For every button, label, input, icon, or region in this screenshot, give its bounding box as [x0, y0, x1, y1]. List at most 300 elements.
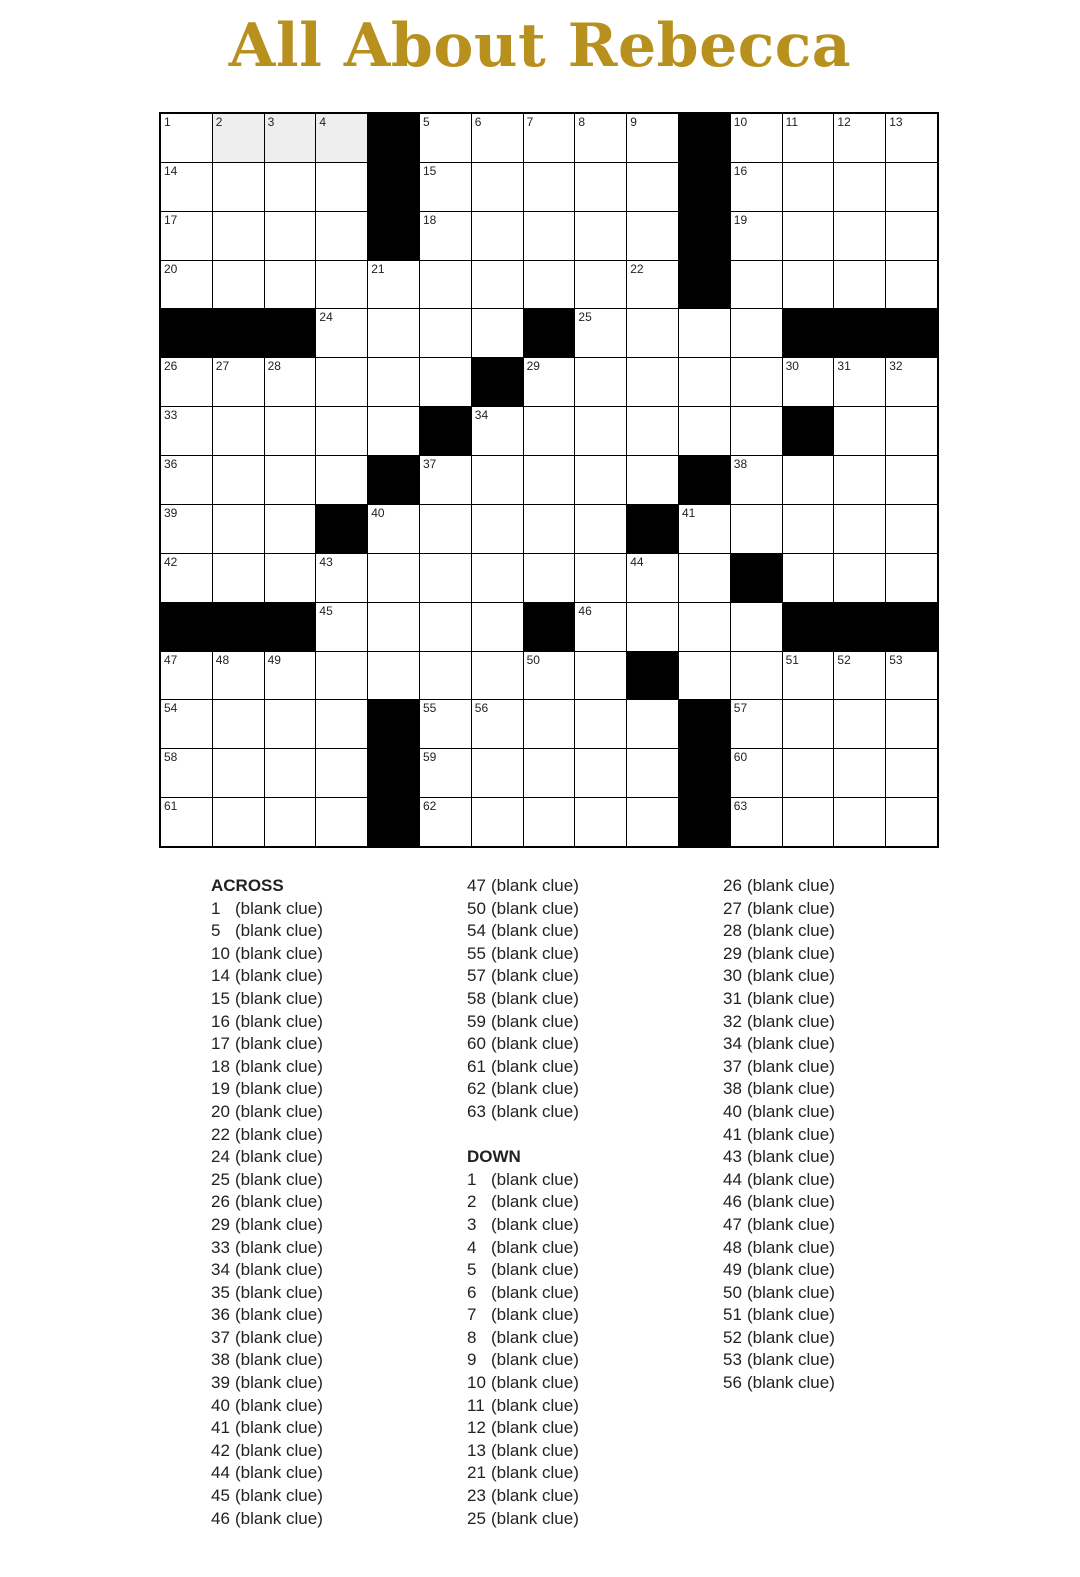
cell-number: 51	[785, 652, 799, 667]
clue-text: (blank clue)	[235, 1101, 323, 1121]
grid-cell[interactable]	[420, 603, 471, 651]
clue-text: (blank clue)	[747, 1011, 835, 1031]
grid-cell[interactable]	[213, 114, 264, 162]
clue-number: 1	[211, 898, 221, 918]
grid-cell[interactable]	[886, 749, 937, 797]
grid-cell[interactable]	[524, 163, 575, 211]
cell-number: 61	[164, 799, 178, 814]
clue-text: (blank clue)	[491, 1463, 579, 1483]
clue-item	[467, 1169, 707, 1192]
grid-cell[interactable]	[731, 163, 782, 211]
grid-cell[interactable]	[886, 700, 937, 748]
grid-cell[interactable]	[420, 114, 471, 162]
grid-cell[interactable]	[783, 261, 834, 309]
grid-cell[interactable]	[213, 163, 264, 211]
black-square	[161, 309, 212, 357]
grid-cell[interactable]	[783, 114, 834, 162]
grid-cell[interactable]	[627, 163, 678, 211]
grid-cell[interactable]	[575, 505, 626, 553]
grid-cell[interactable]	[316, 212, 367, 260]
grid-cell[interactable]	[368, 554, 419, 602]
grid-cell[interactable]	[472, 700, 523, 748]
grid-cell[interactable]	[627, 456, 678, 504]
grid-cell[interactable]	[472, 798, 523, 846]
grid-cell[interactable]	[316, 309, 367, 357]
grid-cell[interactable]	[834, 456, 885, 504]
grid-cell[interactable]	[575, 603, 626, 651]
grid-cell[interactable]	[265, 358, 316, 406]
grid-cell[interactable]	[731, 505, 782, 553]
clue-text: (blank clue)	[491, 1508, 579, 1528]
grid-cell[interactable]	[213, 212, 264, 260]
clue-number: 26	[723, 876, 742, 895]
grid-cell[interactable]	[679, 652, 730, 700]
grid-cell[interactable]	[368, 652, 419, 700]
grid-cell[interactable]	[731, 749, 782, 797]
grid-cell[interactable]	[472, 212, 523, 260]
grid-cell[interactable]	[886, 652, 937, 700]
grid-cell[interactable]	[731, 212, 782, 260]
clue-text: (blank clue)	[235, 966, 323, 986]
clue-item	[467, 920, 707, 943]
black-square	[886, 603, 937, 651]
grid-cell[interactable]	[316, 554, 367, 602]
grid-cell[interactable]	[834, 114, 885, 162]
grid-cell[interactable]	[213, 261, 264, 309]
grid-cell[interactable]	[213, 407, 264, 455]
grid-cell[interactable]	[420, 798, 471, 846]
grid-cell[interactable]	[886, 114, 937, 162]
grid-cell[interactable]	[161, 456, 212, 504]
clue-number: 44	[211, 1463, 230, 1483]
grid-cell[interactable]	[524, 456, 575, 504]
grid-cell[interactable]	[575, 652, 626, 700]
grid-cell[interactable]	[213, 554, 264, 602]
clue-number: 43	[723, 1147, 742, 1167]
grid-cell[interactable]	[731, 358, 782, 406]
clue-text: (blank clue)	[747, 1034, 835, 1054]
clue-item	[723, 943, 963, 966]
grid-cell[interactable]	[886, 212, 937, 260]
grid-cell[interactable]	[161, 749, 212, 797]
grid-cell[interactable]	[834, 163, 885, 211]
grid-cell[interactable]	[731, 603, 782, 651]
grid-cell[interactable]	[472, 163, 523, 211]
clue-text: (blank clue)	[747, 1169, 835, 1189]
grid-cell[interactable]	[886, 358, 937, 406]
grid-cell[interactable]	[472, 749, 523, 797]
grid-cell[interactable]	[731, 309, 782, 357]
grid-cell[interactable]	[161, 212, 212, 260]
grid-cell[interactable]	[368, 358, 419, 406]
grid-cell[interactable]	[627, 554, 678, 602]
grid-cell[interactable]	[575, 212, 626, 260]
clue-text: (blank clue)	[747, 898, 835, 918]
grid-cell[interactable]	[834, 261, 885, 309]
grid-cell[interactable]	[161, 358, 212, 406]
clue-number: 58	[467, 988, 486, 1008]
cell-number: 39	[164, 505, 178, 520]
black-square	[265, 603, 316, 651]
grid-cell[interactable]	[316, 163, 367, 211]
grid-cell[interactable]	[161, 407, 212, 455]
clue-item	[723, 988, 963, 1011]
grid-cell[interactable]	[161, 798, 212, 846]
clue-text: (blank clue)	[491, 1034, 579, 1054]
clue-number: 56	[723, 1373, 742, 1393]
clue-number: 54	[467, 921, 486, 941]
clue-text: (blank clue)	[491, 1350, 579, 1370]
black-square	[679, 163, 730, 211]
cell-number: 10	[733, 115, 748, 129]
grid-cell[interactable]	[783, 456, 834, 504]
clue-item	[211, 1124, 451, 1147]
grid-cell[interactable]	[679, 309, 730, 357]
grid-cell[interactable]	[575, 114, 626, 162]
grid-cell[interactable]	[161, 652, 212, 700]
grid-cell[interactable]	[524, 261, 575, 309]
cell-number: 9	[630, 115, 637, 129]
grid-cell[interactable]	[472, 603, 523, 651]
grid-cell[interactable]	[731, 652, 782, 700]
grid-cell[interactable]	[834, 652, 885, 700]
grid-cell[interactable]	[368, 407, 419, 455]
grid-cell[interactable]	[886, 407, 937, 455]
grid-cell[interactable]	[783, 652, 834, 700]
clue-number: 9	[467, 1350, 477, 1370]
grid-cell[interactable]	[420, 554, 471, 602]
clue-item	[467, 1078, 707, 1101]
grid-cell[interactable]	[575, 798, 626, 846]
grid-cell[interactable]	[265, 163, 316, 211]
grid-cell[interactable]	[575, 554, 626, 602]
clue-text: (blank clue)	[235, 1373, 323, 1393]
grid-cell[interactable]	[524, 114, 575, 162]
grid-cell[interactable]	[731, 407, 782, 455]
clue-spacer	[467, 1124, 707, 1147]
clue-number: 37	[723, 1056, 742, 1076]
grid-cell[interactable]	[368, 261, 419, 309]
grid-cell[interactable]	[420, 652, 471, 700]
cell-number: 63	[733, 799, 748, 814]
clue-number: 46	[211, 1508, 230, 1528]
grid-cell[interactable]	[316, 700, 367, 748]
clue-text: (blank clue)	[491, 1305, 579, 1325]
grid-cell[interactable]	[420, 456, 471, 504]
clue-text: (blank clue)	[491, 1011, 579, 1031]
black-square	[834, 309, 885, 357]
clue-item	[723, 1304, 963, 1327]
grid-cell[interactable]	[213, 798, 264, 846]
grid-cell[interactable]	[575, 261, 626, 309]
grid-cell[interactable]	[213, 749, 264, 797]
clue-item	[467, 1011, 707, 1034]
grid-cell[interactable]	[472, 114, 523, 162]
clue-item	[211, 1508, 451, 1531]
grid-cell[interactable]	[316, 798, 367, 846]
grid-cell[interactable]	[420, 749, 471, 797]
clue-text: (blank clue)	[491, 1327, 579, 1347]
grid-cell[interactable]	[161, 114, 212, 162]
grid-cell[interactable]	[834, 505, 885, 553]
grid-cell[interactable]	[420, 309, 471, 357]
clue-text: (blank clue)	[491, 1169, 579, 1189]
grid-cell[interactable]	[316, 114, 367, 162]
grid-cell[interactable]	[627, 114, 678, 162]
black-square	[472, 358, 523, 406]
clue-text: (blank clue)	[747, 1147, 835, 1167]
grid-cell[interactable]	[161, 261, 212, 309]
grid-cell[interactable]	[834, 554, 885, 602]
grid-cell[interactable]	[783, 554, 834, 602]
grid-cell[interactable]	[783, 163, 834, 211]
clue-number: 16	[211, 1011, 230, 1031]
grid-cell[interactable]	[575, 309, 626, 357]
clue-number: 19	[211, 1079, 230, 1099]
clue-item	[211, 1169, 451, 1192]
clue-item	[723, 1146, 963, 1169]
grid-cell[interactable]	[265, 554, 316, 602]
grid-cell[interactable]	[575, 407, 626, 455]
grid-cell[interactable]	[472, 652, 523, 700]
black-square	[524, 309, 575, 357]
grid-cell[interactable]	[731, 261, 782, 309]
grid-cell[interactable]	[472, 456, 523, 504]
grid-cell[interactable]	[472, 407, 523, 455]
grid-cell[interactable]	[368, 603, 419, 651]
clue-number: 23	[467, 1486, 486, 1506]
clue-text: (blank clue)	[491, 1192, 579, 1212]
clue-text: (blank clue)	[491, 943, 579, 963]
grid-cell[interactable]	[213, 456, 264, 504]
cell-number: 21	[371, 261, 385, 276]
clue-number: 36	[211, 1305, 230, 1325]
cell-number: 20	[164, 261, 178, 276]
grid-cell[interactable]	[265, 505, 316, 553]
clue-item	[467, 1485, 707, 1508]
grid-cell[interactable]	[834, 212, 885, 260]
black-square	[679, 212, 730, 260]
grid-cell[interactable]	[316, 358, 367, 406]
grid-cell[interactable]	[783, 798, 834, 846]
grid-cell[interactable]	[316, 261, 367, 309]
grid-cell[interactable]	[316, 407, 367, 455]
cell-number: 28	[267, 359, 281, 374]
grid-cell[interactable]	[265, 407, 316, 455]
cell-number: 40	[371, 505, 385, 520]
cell-number: 44	[630, 554, 644, 569]
clue-number: 8	[467, 1327, 477, 1347]
black-square	[679, 456, 730, 504]
grid-cell[interactable]	[679, 554, 730, 602]
cell-number: 41	[681, 505, 696, 520]
grid-cell[interactable]	[783, 700, 834, 748]
grid-cell[interactable]	[265, 114, 316, 162]
grid-cell[interactable]	[834, 700, 885, 748]
clue-number: 29	[211, 1214, 230, 1234]
clue-text: (blank clue)	[747, 1305, 835, 1325]
clue-item	[723, 1056, 963, 1079]
grid-cell[interactable]	[316, 603, 367, 651]
grid-cell[interactable]	[472, 505, 523, 553]
grid-cell[interactable]	[834, 749, 885, 797]
grid-cell[interactable]	[627, 212, 678, 260]
grid-cell[interactable]	[420, 700, 471, 748]
grid-cell[interactable]	[265, 212, 316, 260]
clue-number: 3	[467, 1214, 477, 1234]
clue-text: (blank clue)	[235, 988, 323, 1008]
clue-text: (blank clue)	[235, 943, 323, 963]
grid-cell[interactable]	[679, 407, 730, 455]
grid-cell[interactable]	[316, 749, 367, 797]
grid-cell[interactable]	[524, 358, 575, 406]
grid-cell[interactable]	[524, 212, 575, 260]
clue-number: 4	[467, 1237, 477, 1257]
clue-text: (blank clue)	[491, 1282, 579, 1302]
grid-cell[interactable]	[575, 700, 626, 748]
grid-cell[interactable]	[627, 603, 678, 651]
cell-number: 36	[164, 457, 178, 472]
clue-item	[211, 898, 451, 921]
grid-cell[interactable]	[420, 358, 471, 406]
black-square	[679, 798, 730, 846]
grid-cell[interactable]	[627, 700, 678, 748]
grid-cell[interactable]	[886, 798, 937, 846]
cell-number: 11	[785, 115, 799, 129]
cell-number: 19	[733, 212, 748, 227]
grid-cell[interactable]	[783, 505, 834, 553]
clue-number: 47	[723, 1214, 742, 1234]
grid-cell[interactable]	[213, 652, 264, 700]
grid-cell[interactable]	[161, 700, 212, 748]
grid-cell[interactable]	[420, 261, 471, 309]
grid-cell[interactable]	[316, 456, 367, 504]
grid-cell[interactable]	[213, 505, 264, 553]
grid-cell[interactable]	[575, 749, 626, 797]
grid-cell[interactable]	[524, 700, 575, 748]
cell-number: 50	[526, 652, 540, 667]
clue-text: (blank clue)	[491, 1237, 579, 1257]
grid-cell[interactable]	[368, 505, 419, 553]
grid-cell[interactable]	[524, 554, 575, 602]
grid-cell[interactable]	[575, 163, 626, 211]
black-square	[679, 114, 730, 162]
cell-number: 2	[215, 115, 223, 129]
grid-cell[interactable]	[627, 261, 678, 309]
grid-cell[interactable]	[783, 749, 834, 797]
grid-cell[interactable]	[420, 505, 471, 553]
grid-cell[interactable]	[161, 554, 212, 602]
clue-item	[211, 1146, 451, 1169]
cell-number: 4	[319, 115, 327, 129]
grid-cell[interactable]	[265, 798, 316, 846]
grid-cell[interactable]	[886, 261, 937, 309]
grid-cell[interactable]	[265, 456, 316, 504]
grid-cell[interactable]	[472, 309, 523, 357]
clue-text: (blank clue)	[747, 1373, 835, 1393]
grid-cell[interactable]	[472, 554, 523, 602]
grid-cell[interactable]	[679, 603, 730, 651]
clue-column-3	[723, 875, 963, 1395]
grid-cell[interactable]	[575, 456, 626, 504]
grid-cell[interactable]	[161, 163, 212, 211]
grid-cell[interactable]	[834, 407, 885, 455]
cell-number: 25	[578, 310, 592, 325]
grid-cell[interactable]	[834, 358, 885, 406]
grid-cell[interactable]	[213, 700, 264, 748]
grid-cell[interactable]	[627, 798, 678, 846]
grid-cell[interactable]	[627, 407, 678, 455]
grid-cell[interactable]	[679, 358, 730, 406]
clue-number: 30	[723, 966, 742, 986]
clue-number: 27	[723, 898, 742, 918]
clue-item	[211, 1011, 451, 1034]
grid-cell[interactable]	[886, 554, 937, 602]
grid-cell[interactable]	[265, 652, 316, 700]
grid-cell[interactable]	[575, 358, 626, 406]
grid-cell[interactable]	[524, 505, 575, 553]
grid-cell[interactable]	[834, 798, 885, 846]
clue-item	[723, 1101, 963, 1124]
grid-cell[interactable]	[213, 358, 264, 406]
grid-cell[interactable]	[886, 505, 937, 553]
clue-number: 45	[211, 1486, 230, 1506]
clue-number: 32	[723, 1011, 742, 1031]
grid-cell[interactable]	[524, 407, 575, 455]
grid-cell[interactable]	[265, 749, 316, 797]
grid-cell[interactable]	[524, 798, 575, 846]
clue-number: 41	[723, 1124, 742, 1144]
clue-item	[211, 1237, 451, 1260]
grid-cell[interactable]	[472, 261, 523, 309]
grid-cell[interactable]	[420, 163, 471, 211]
cell-number: 24	[319, 310, 333, 325]
clue-text: (blank clue)	[747, 943, 835, 963]
clue-text: (blank clue)	[235, 1440, 323, 1460]
grid-cell[interactable]	[161, 505, 212, 553]
grid-cell[interactable]	[627, 309, 678, 357]
grid-cell[interactable]	[524, 749, 575, 797]
grid-cell[interactable]	[886, 456, 937, 504]
grid-cell[interactable]	[368, 309, 419, 357]
grid-cell[interactable]	[627, 749, 678, 797]
grid-cell[interactable]	[265, 261, 316, 309]
black-square	[213, 309, 264, 357]
clue-number: 51	[723, 1305, 742, 1325]
grid-cell[interactable]	[316, 652, 367, 700]
clue-item	[211, 1485, 451, 1508]
clue-text: (blank clue)	[235, 921, 323, 941]
clue-number: 37	[211, 1327, 230, 1347]
grid-cell[interactable]	[783, 212, 834, 260]
grid-cell[interactable]	[731, 114, 782, 162]
grid-cell[interactable]	[265, 700, 316, 748]
grid-cell[interactable]	[627, 358, 678, 406]
grid-cell[interactable]	[731, 798, 782, 846]
clue-number: 41	[211, 1418, 230, 1438]
grid-cell[interactable]	[783, 358, 834, 406]
grid-cell[interactable]	[524, 652, 575, 700]
cell-number: 49	[267, 652, 281, 667]
clue-text: (blank clue)	[491, 921, 579, 941]
grid-cell[interactable]	[420, 212, 471, 260]
grid-cell[interactable]	[731, 456, 782, 504]
grid-cell[interactable]	[886, 163, 937, 211]
black-square	[731, 554, 782, 602]
grid-cell[interactable]	[731, 700, 782, 748]
clue-item	[467, 1462, 707, 1485]
grid-cell[interactable]	[679, 505, 730, 553]
